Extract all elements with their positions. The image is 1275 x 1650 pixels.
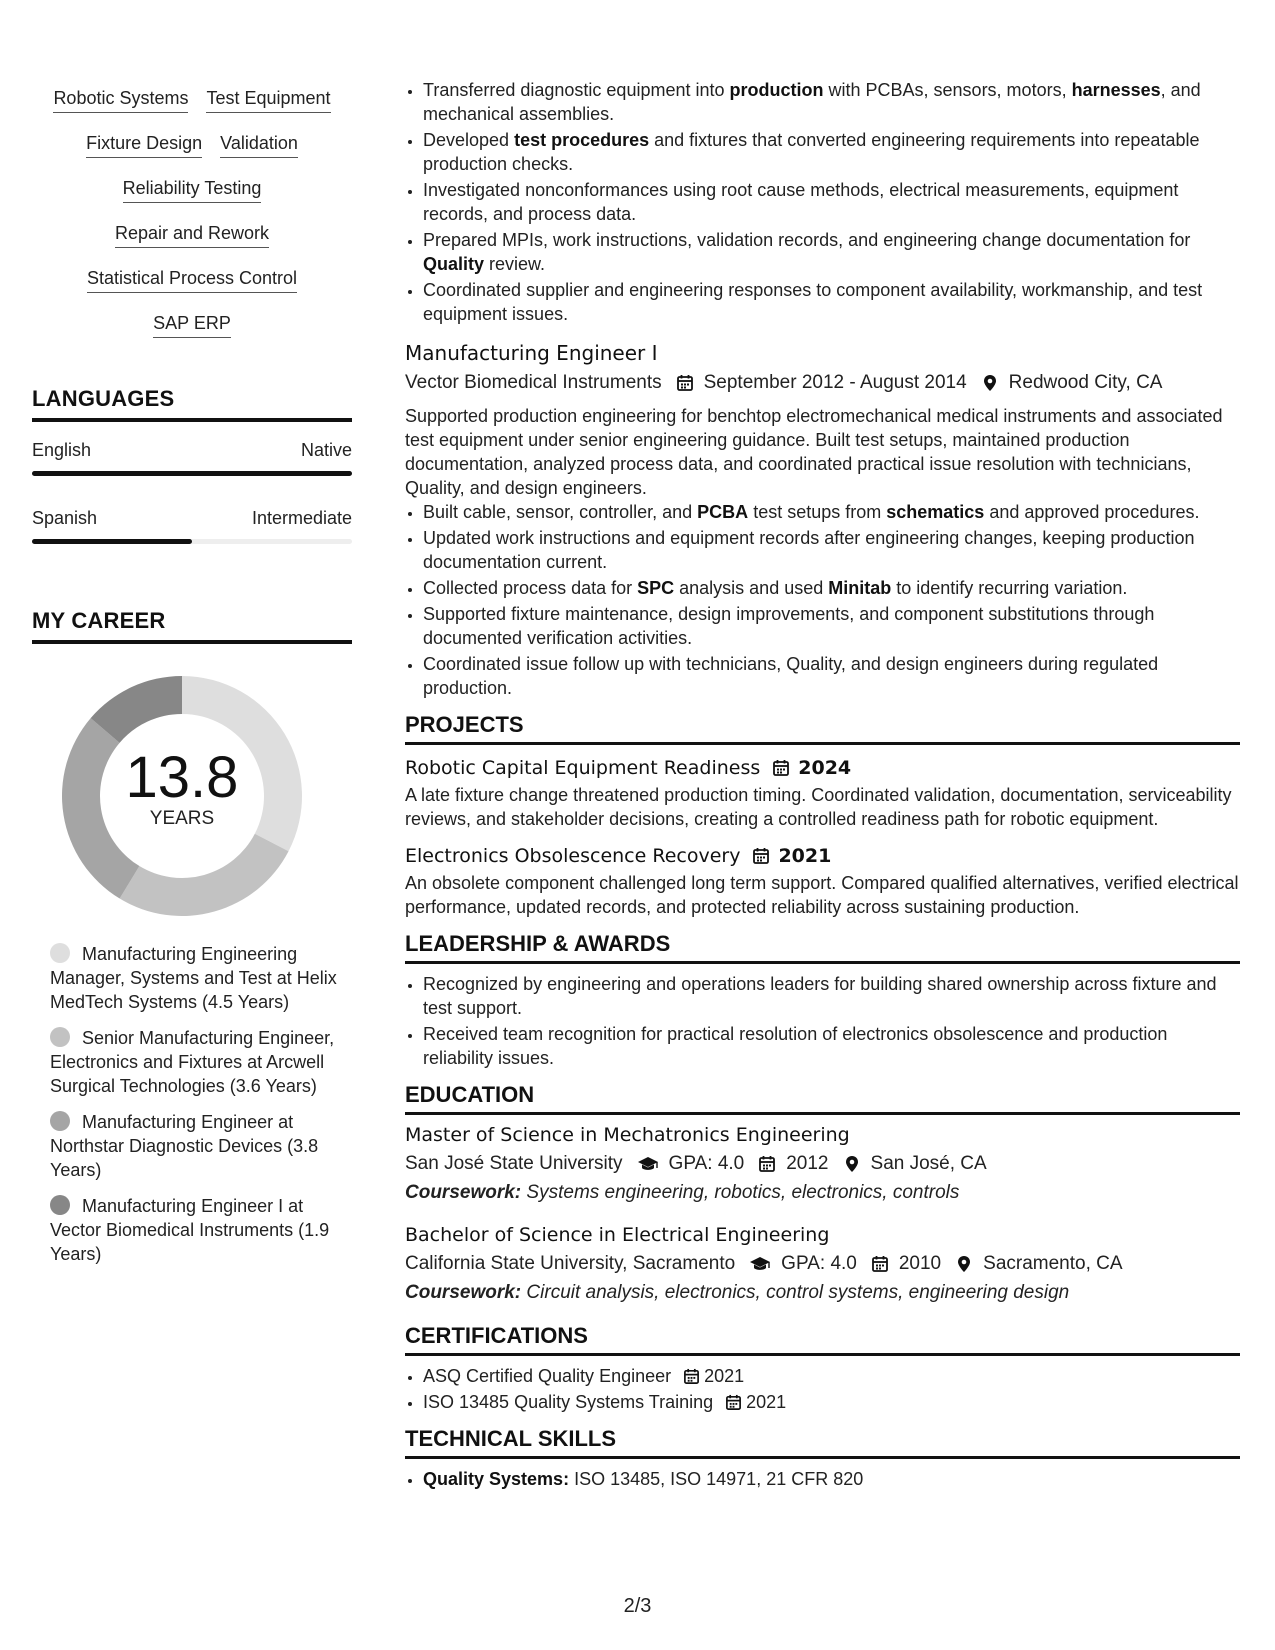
language-row bbox=[32, 508, 352, 529]
skill-tag: Reliability Testing bbox=[123, 168, 262, 203]
legend-dot-icon bbox=[50, 1027, 70, 1047]
job-meta bbox=[405, 368, 1240, 398]
language-item bbox=[32, 508, 352, 544]
certification-year: 2021 bbox=[746, 1392, 787, 1412]
graduation-cap-icon bbox=[749, 1255, 771, 1273]
certification-item bbox=[423, 1390, 1240, 1414]
bullet-bold: PCBA bbox=[697, 502, 749, 522]
legend-dot-icon bbox=[50, 943, 70, 963]
graduation-year: 2010 bbox=[898, 1253, 942, 1274]
graduation-cap-icon bbox=[637, 1155, 659, 1173]
bullet-item bbox=[423, 178, 1240, 226]
language-name: English bbox=[32, 440, 92, 460]
certification-name: • ISO 13485 Quality Systems Training bbox=[423, 1392, 714, 1412]
bullet-text: review. bbox=[484, 254, 546, 274]
career-legend-item bbox=[50, 1026, 352, 1098]
skill-tag: Repair and Rework bbox=[115, 213, 269, 248]
career-label: Senior Manufacturing Engineer, Electronics and Fixtures at Arcwell Surgical Technologies (3.6 Years) bbox=[50, 1028, 335, 1096]
gpa: GPA: 4.0 bbox=[668, 1153, 745, 1174]
bullet-text: Coordinated issue follow up with technicians, Quality, and design engineers during regulated production. bbox=[423, 654, 1159, 698]
coursework bbox=[405, 1279, 1240, 1307]
language-row bbox=[32, 440, 352, 461]
bullet-bold: Minitab bbox=[828, 578, 892, 598]
bullet-bold: test procedures bbox=[514, 130, 650, 150]
school-name: California State University, Sacramento bbox=[405, 1253, 736, 1274]
degree: Master of Science in Mechatronics Engineering bbox=[405, 1124, 850, 1146]
bullet-text: Collected process data for bbox=[423, 578, 638, 598]
coursework-label: Coursework: bbox=[405, 1182, 522, 1203]
bullet-text: to identify recurring variation. bbox=[891, 578, 1128, 598]
bullet-text: , and mechanical assemblies. bbox=[423, 80, 1201, 124]
bullet-item bbox=[423, 128, 1240, 176]
coursework-text: Circuit analysis, electronics, control systems, engineering design bbox=[521, 1282, 1070, 1303]
language-level: Intermediate bbox=[251, 508, 352, 528]
main-content bbox=[405, 78, 1240, 1493]
skill-tag-row bbox=[32, 303, 352, 348]
leadership-heading: LEADERSHIP & AWARDS bbox=[405, 931, 1240, 964]
education-item bbox=[405, 1121, 1240, 1207]
technical-skill-item bbox=[423, 1467, 1240, 1491]
language-level: Native bbox=[300, 440, 352, 460]
certifications-heading: CERTIFICATIONS bbox=[405, 1323, 1240, 1356]
skill-values: ISO 13485, ISO 14971, 21 CFR 820 bbox=[569, 1469, 864, 1489]
skill-tag: Test Equipment bbox=[206, 78, 330, 113]
location-pin-icon bbox=[955, 1255, 973, 1273]
career-label: Manufacturing Engineering Manager, Systems and Test at Helix MedTech Systems (4.5 Years) bbox=[50, 944, 337, 1012]
language-proficiency-bar bbox=[32, 539, 352, 544]
skill-tag: Statistical Process Control bbox=[87, 258, 297, 293]
languages-section bbox=[32, 386, 352, 544]
job-bullets bbox=[405, 500, 1240, 700]
bullet-bold: harnesses bbox=[1071, 80, 1161, 100]
language-item bbox=[32, 440, 352, 476]
certification-item bbox=[423, 1364, 1240, 1388]
education-list bbox=[405, 1121, 1240, 1307]
calendar-icon bbox=[758, 1155, 776, 1173]
career-heading: MY CAREER bbox=[32, 608, 352, 644]
bullet-text: test setups from bbox=[748, 502, 887, 522]
prior-job-bullets bbox=[405, 78, 1240, 326]
bullet-text: and fixtures that converted engineering requirements into repeatable production checks. bbox=[423, 130, 1200, 174]
calendar-icon bbox=[725, 1394, 742, 1411]
career-legend-item bbox=[50, 942, 352, 1014]
skill-tag: Fixture Design bbox=[86, 123, 202, 158]
bullet-text: Updated work instructions and equipment records after engineering changes, keeping production documentation current. bbox=[423, 528, 1195, 572]
project-item bbox=[405, 753, 1240, 831]
location-pin-icon bbox=[843, 1155, 861, 1173]
job-summary: Supported production engineering for benchtop electromechanical medical instruments and associated test equipment under senior engineering guidance. Built test setups, maintained production documentation, analyzed process data, and coordinated practical issue resolution with technicians, Quality, and design engineers. bbox=[405, 406, 1223, 498]
project-year: 2024 bbox=[798, 757, 852, 779]
job-dates: September 2012 - August 2014 bbox=[703, 372, 967, 393]
project-year: 2021 bbox=[778, 845, 832, 867]
bullet-text: Investigated nonconformances using root cause methods, electrical measurements, equipment records, and process data. bbox=[423, 180, 1179, 224]
bullet-text: with PCBAs, sensors, motors, bbox=[823, 80, 1072, 100]
leadership-bullets bbox=[405, 972, 1240, 1070]
bullet-item bbox=[423, 228, 1240, 276]
bullet-item bbox=[423, 602, 1240, 650]
bullet-item bbox=[423, 576, 1240, 600]
bullet-bold: schematics bbox=[886, 502, 985, 522]
career-legend bbox=[32, 942, 352, 1266]
gpa: GPA: 4.0 bbox=[781, 1253, 857, 1274]
bullet-text: and approved procedures. bbox=[984, 502, 1200, 522]
job-company: Vector Biomedical Instruments bbox=[405, 372, 662, 393]
graduation-year: 2012 bbox=[786, 1153, 829, 1174]
project-description: An obsolete component challenged long term support. Compared qualified alternatives, verified electrical performance, updated records, and protected reliability across sustaining production. bbox=[405, 873, 1239, 917]
education-meta bbox=[405, 1249, 1240, 1279]
technical-skills-heading: TECHNICAL SKILLS bbox=[405, 1426, 1240, 1459]
technical-skills-list bbox=[405, 1467, 1240, 1491]
skill-tag: Robotic Systems bbox=[53, 78, 188, 113]
coursework-label: Coursework: bbox=[405, 1282, 522, 1303]
bullet-text: Prepared MPIs, work instructions, validation records, and engineering change documentation for bbox=[423, 230, 1191, 250]
career-total-unit: YEARS bbox=[149, 808, 215, 829]
languages-heading: LANGUAGES bbox=[32, 386, 352, 422]
language-proficiency-fill bbox=[32, 539, 192, 544]
bullet-item bbox=[423, 652, 1240, 700]
legend-dot-icon bbox=[50, 1111, 70, 1131]
education-heading: EDUCATION bbox=[405, 1082, 1240, 1115]
bullet-bold: Quality bbox=[423, 254, 485, 274]
coursework-text: Systems engineering, robotics, electronics, controls bbox=[521, 1182, 960, 1203]
bullet-item bbox=[423, 78, 1240, 126]
career-label: Manufacturing Engineer I at Vector Biomedical Instruments (1.9 Years) bbox=[50, 1196, 330, 1264]
bullet-text: Built cable, sensor, controller, and bbox=[423, 502, 698, 522]
bullet-text: analysis and used bbox=[674, 578, 829, 598]
calendar-icon bbox=[676, 374, 694, 392]
certification-name: • ASQ Certified Quality Engineer bbox=[423, 1366, 672, 1386]
bullet-bold: SPC bbox=[637, 578, 675, 598]
job-title: Manufacturing Engineer I bbox=[405, 341, 658, 365]
certification-year: 2021 bbox=[704, 1366, 745, 1386]
languages-list bbox=[32, 440, 352, 544]
certification-row bbox=[423, 1390, 786, 1414]
language-proficiency-bar bbox=[32, 471, 352, 476]
skill-tag-row bbox=[32, 123, 352, 168]
project-title-row bbox=[405, 841, 1240, 871]
bullet-text: Developed bbox=[423, 130, 515, 150]
sidebar bbox=[32, 78, 352, 1278]
calendar-icon bbox=[683, 1368, 700, 1385]
skill-tag-row bbox=[32, 213, 352, 258]
bullet-item bbox=[423, 500, 1240, 524]
school-name: San José State University bbox=[405, 1153, 623, 1174]
bullet-item bbox=[423, 526, 1240, 574]
career-legend-item bbox=[50, 1194, 352, 1266]
skill-category: Quality Systems: bbox=[423, 1469, 570, 1489]
legend-dot-icon bbox=[50, 1195, 70, 1215]
projects-heading: PROJECTS bbox=[405, 712, 1240, 745]
career-total-years: 13.8 bbox=[125, 745, 239, 810]
project-item bbox=[405, 841, 1240, 919]
project-title-row bbox=[405, 753, 1240, 783]
location-pin-icon bbox=[981, 374, 999, 392]
skill-tag-row bbox=[32, 168, 352, 213]
project-title: Robotic Capital Equipment Readiness bbox=[405, 757, 761, 779]
language-name: Spanish bbox=[32, 508, 98, 528]
project-title: Electronics Obsolescence Recovery bbox=[405, 845, 741, 867]
language-proficiency-fill bbox=[32, 471, 352, 476]
bullet-text: Coordinated supplier and engineering responses to component availability, workmanship, and test equipment issues. bbox=[423, 280, 1203, 324]
bullet-item bbox=[423, 278, 1240, 326]
school-location: Sacramento, CA bbox=[983, 1253, 1123, 1274]
career-section bbox=[32, 608, 352, 1266]
bullet-item: • Recognized by engineering and operations leaders for building shared ownership across fixture and test support. bbox=[423, 972, 1240, 1020]
skill-tag-row bbox=[32, 258, 352, 303]
skill-tag-row bbox=[32, 78, 352, 123]
job-location: Redwood City, CA bbox=[1008, 372, 1163, 393]
certification-row bbox=[423, 1364, 744, 1388]
school-location: San José, CA bbox=[870, 1153, 987, 1174]
career-legend-item bbox=[50, 1110, 352, 1182]
calendar-icon bbox=[772, 759, 790, 777]
certifications-list bbox=[405, 1364, 1240, 1414]
calendar-icon bbox=[752, 847, 770, 865]
career-label: Manufacturing Engineer at Northstar Diagnostic Devices (3.8 Years) bbox=[50, 1112, 319, 1180]
skill-tags bbox=[32, 78, 352, 348]
project-description: A late fixture change threatened production timing. Coordinated validation, documentation, serviceability reviews, and stakeholder decisions, creating a controlled readiness path for robotic equipment. bbox=[405, 785, 1232, 829]
bullet-text: Transferred diagnostic equipment into bbox=[423, 80, 730, 100]
skill-tag: SAP ERP bbox=[153, 303, 231, 338]
skill-tag: Validation bbox=[220, 123, 298, 158]
education-meta bbox=[405, 1149, 1240, 1179]
coursework bbox=[405, 1179, 1240, 1207]
bullet-text: Supported fixture maintenance, design improvements, and component substitutions through documented verification activities. bbox=[423, 604, 1155, 648]
projects-list bbox=[405, 753, 1240, 919]
degree: Bachelor of Science in Electrical Engineering bbox=[405, 1224, 830, 1246]
career-donut-chart bbox=[62, 676, 302, 916]
bullet-item: • Received team recognition for practical resolution of electronics obsolescence and production reliability issues. bbox=[423, 1022, 1240, 1070]
bullet-bold: production bbox=[729, 80, 824, 100]
page-number: 2/3 bbox=[623, 1595, 652, 1617]
calendar-icon bbox=[871, 1255, 889, 1273]
education-item bbox=[405, 1221, 1240, 1307]
